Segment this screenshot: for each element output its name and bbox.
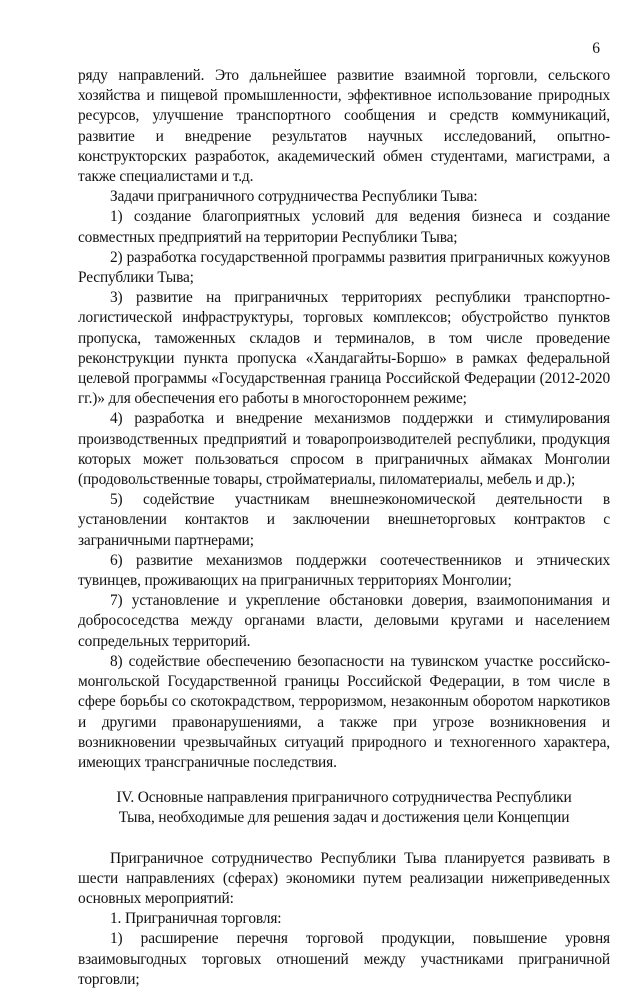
paragraph-directions-intro: Приграничное сотрудничество Республики Тыва планируется развивать в шести направлениях (сферах) экономики путем реализации нижеприведенных основных мероприятий:: [78, 849, 610, 907]
list-item-task-8: 8) содействие обеспечению безопасности на тувинском участке российско-монгольской Государственной границы Российской Федерации, в том числе в сфере борьбы со скотокрадством, терроризмом, незаконным оборотом наркотиков и другими правонарушениями, а также при угрозе возникновения и возникновении чрезвычайных ситуаций природного и техногенного характера, имеющих трансграничные последствия.: [78, 652, 610, 771]
list-item-task-2: 2) разработка государственной программы развития приграничных кожуунов Республики Тыва;: [78, 248, 610, 287]
list-item-task-7: 7) установление и укрепление обстановки доверия, взаимопонимания и добрососедства между органами власти, деловыми кругами и населением сопредельных территорий.: [78, 592, 610, 650]
list-item-task-1: 1) создание благоприятных условий для ведения бизнеса и создание совместных предприятий на территории Республики Тыва;: [78, 208, 610, 246]
paragraph-tasks-title: Задачи приграничного сотрудничества Республики Тыва:: [110, 188, 478, 206]
list-item-trade-1: 1) расширение перечня торговой продукции, повышение уровня взаимовыгодных торговых отношений между участниками приграничной торговли;: [78, 930, 610, 988]
list-item-task-3: 3) развитие на приграничных территориях республики транспортно-логистической инфраструктуры, торговых комплексов; обустройство пунктов пропуска, таможенных складов и терминалов, в том числе проведение реконструкции пункта пропуска «Хандагайты-Боршо» в рамках федеральной целевой программы «Государственная граница Российской Федерации (2012-2020 гг.)» для обеспечения его работы в многостороннем режиме;: [78, 289, 610, 408]
paragraph-trade-title: 1. Приграничная торговля:: [110, 910, 282, 928]
list-item-task-6: 6) развитие механизмов поддержки соотечественников и этнических тувинцев, проживающих на приграничных территориях Монголии;: [78, 551, 610, 590]
list-item-task-5: 5) содействие участникам внешнеэкономической деятельности в установлении контактов и заключении внешнеторговых контрактов с заграничными партнерами;: [78, 491, 610, 549]
document-body: [78, 66, 610, 990]
paragraph-intro: ряду направлений. Это дальнейшее развитие взаимной торговли, сельского хозяйства и пищевой промышленности, эффективное использование природных ресурсов, улучшение транспортного сообщения и средств коммуникаций, развитие и внедрение результатов научных исследований, опытно-конструкторских разработок, академический обмен студентами, магистрами, а также специалистами и т.д.: [78, 67, 610, 186]
list-item-task-4: 4) разработка и внедрение механизмов поддержки и стимулирования производственных предприятий и товаропроизводителей республики, продукция которых может пользоваться спросом в приграничных аймаках Монголии (продовольственные товары, стройматериалы, пиломатериалы, мебель и др.);: [78, 410, 610, 489]
page-number: 6: [592, 40, 600, 57]
section-heading: IV. Основные направления приграничного сотрудничества Республики Тыва, необходимые для решения задач и достижения цели Концепции: [116, 789, 572, 827]
